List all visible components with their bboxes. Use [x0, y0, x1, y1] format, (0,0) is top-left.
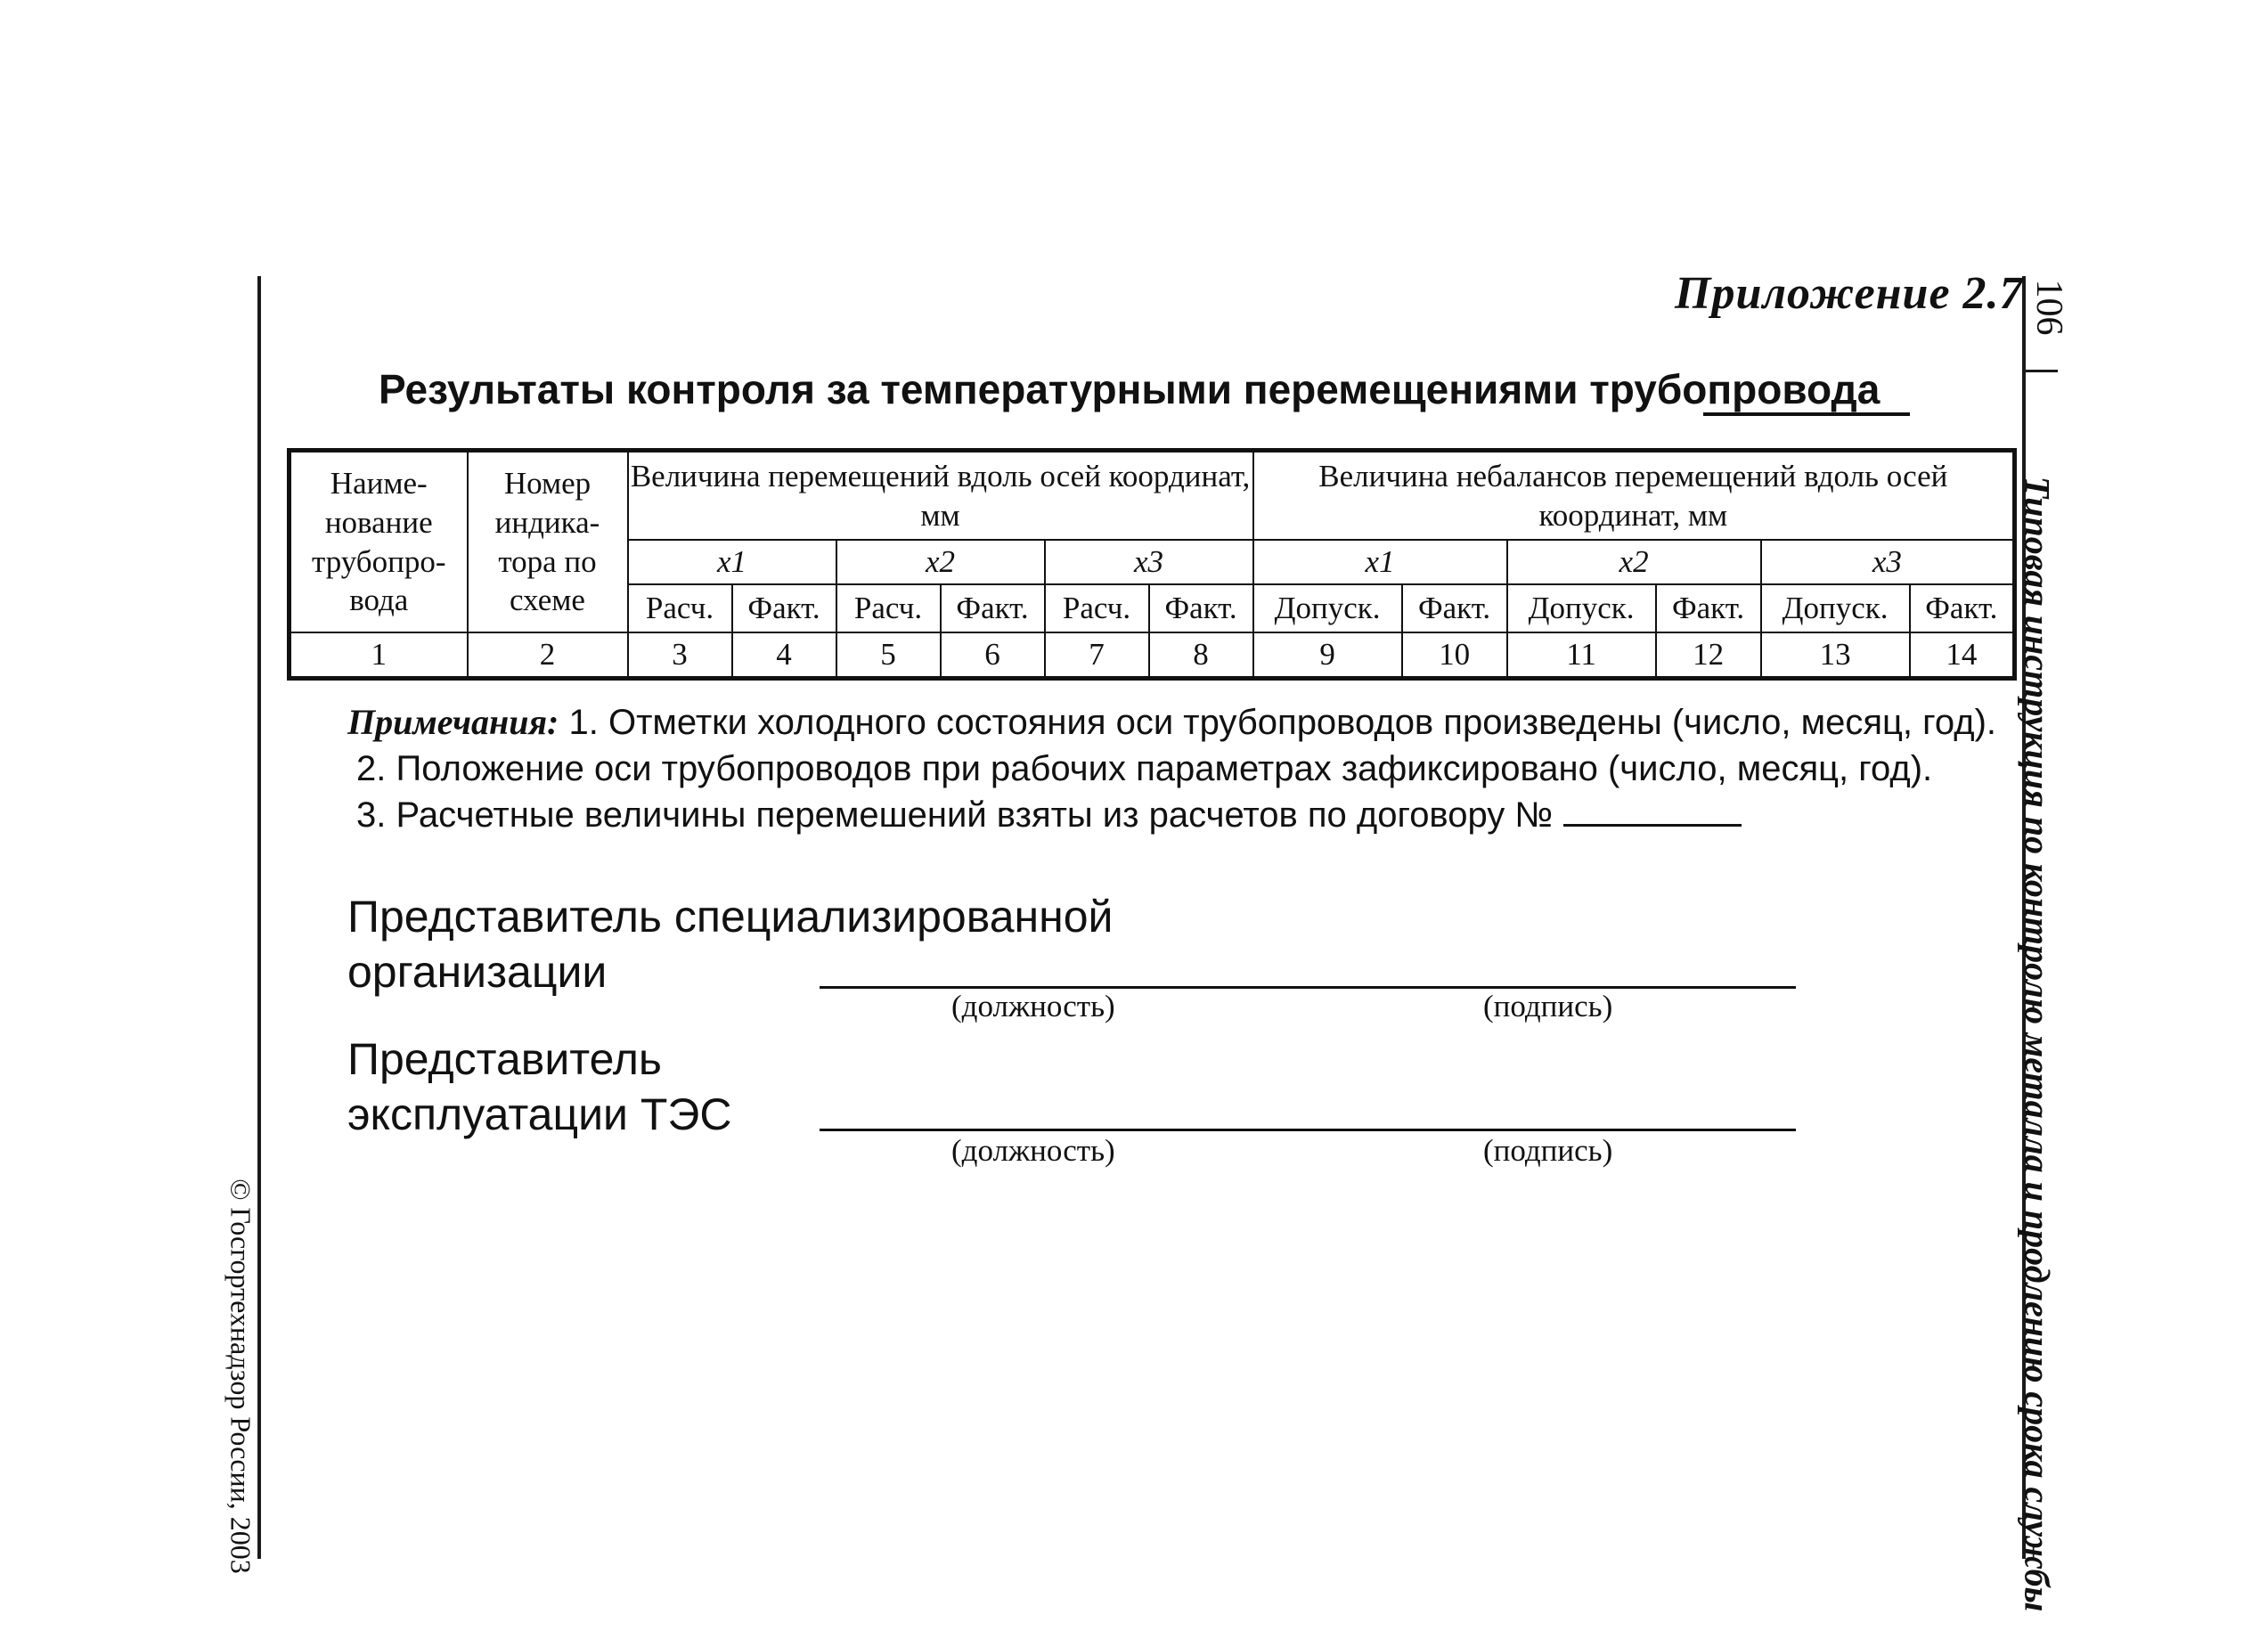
subheader-cell: Расч.: [1045, 584, 1149, 632]
column-number: 2: [468, 632, 628, 679]
signature-caption-1: (подпись): [1483, 989, 1613, 1023]
axis-header: x2: [1507, 540, 1761, 584]
axis-header: x1: [1253, 540, 1507, 584]
appendix-label: Приложение 2.7: [1675, 268, 2024, 319]
copyright-note: © Госгортехнадзор России, 2003: [224, 1178, 257, 1574]
rep-specialized-org: Представитель специализированной организации: [347, 892, 1114, 997]
subheader-cell: Факт.: [1656, 584, 1761, 632]
column-number: 12: [1656, 632, 1761, 679]
column-number: 14: [1910, 632, 2015, 679]
signature-caption-2: (подпись): [1483, 1133, 1613, 1168]
page-number-rule: [2022, 370, 2058, 372]
subheader-cell: Факт.: [1910, 584, 2015, 632]
column-number: 13: [1761, 632, 1910, 679]
column-number: 8: [1149, 632, 1253, 679]
notes-block: [347, 699, 1996, 838]
column-number: 9: [1253, 632, 1402, 679]
subheader-cell: Допуск.: [1761, 584, 1910, 632]
header-displacement-group: Величина перемещений вдоль осей координат, мм: [628, 451, 1253, 541]
axis-header: x2: [836, 540, 1045, 584]
header-imbalance-group: Величина небалансов перемещений вдоль осей координат, мм: [1253, 451, 2015, 541]
document-title: Результаты контроля за температурными перемещениями трубопровода: [379, 366, 1880, 412]
column-number: 11: [1507, 632, 1656, 679]
axis-header: x3: [1761, 540, 2015, 584]
axis-header: x1: [628, 540, 836, 584]
note-1-text: 1. Отметки холодного состояния оси трубопроводов произведены (число, месяц, год).: [568, 703, 1996, 742]
position-caption-2: (должность): [951, 1133, 1115, 1168]
subheader-cell: Расч.: [836, 584, 941, 632]
signature-line-2: [820, 1129, 1796, 1131]
column-number: 5: [836, 632, 941, 679]
page-number: 106: [2028, 279, 2069, 336]
header-indicator-number: Номер индика- тора по схеме: [468, 451, 628, 633]
subheader-cell: Факт.: [941, 584, 1045, 632]
axis-header: x3: [1045, 540, 1253, 584]
subheader-cell: Расч.: [628, 584, 732, 632]
title-blank-line: [1703, 412, 1910, 416]
header-pipeline-name: Наиме- нование трубопро- вода: [290, 451, 468, 633]
column-number: 7: [1045, 632, 1149, 679]
side-series-title: Типовая инструкция по контролю металла и продлению срока службы: [2017, 476, 2058, 1612]
note-1: [347, 699, 1996, 746]
column-number: 1: [290, 632, 468, 679]
note-2: 2. Положение оси трубопроводов при рабочих параметрах зафиксировано (число, месяц, год).: [356, 749, 1933, 788]
results-table: [287, 448, 2017, 681]
subheader-cell: Допуск.: [1507, 584, 1656, 632]
column-number: 4: [732, 632, 836, 679]
subheader-cell: Факт.: [1402, 584, 1507, 632]
subheader-cell: Факт.: [1149, 584, 1253, 632]
notes-label: Примечания:: [347, 702, 559, 742]
column-number: 6: [941, 632, 1045, 679]
left-margin-rule: [257, 276, 261, 1559]
position-caption-1: (должность): [951, 989, 1115, 1023]
column-number: 3: [628, 632, 732, 679]
note-3: [347, 792, 1996, 838]
note-3-text: 3. Расчетные величины перемешений взяты из расчетов по договору №: [356, 795, 1554, 835]
subheader-cell: Факт.: [732, 584, 836, 632]
rep-tpp-operation: Представитель эксплуатации ТЭС: [347, 1034, 732, 1139]
column-number: 10: [1402, 632, 1507, 679]
contract-number-blank: [1563, 797, 1742, 827]
subheader-cell: Допуск.: [1253, 584, 1402, 632]
